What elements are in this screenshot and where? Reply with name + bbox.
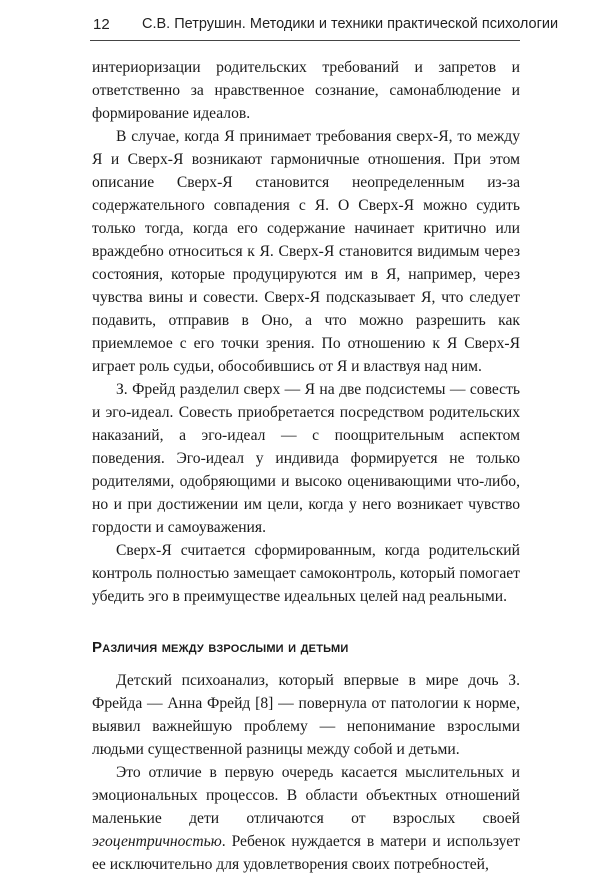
running-title: С.В. Петрушин. Методики и техники практической психологии	[142, 16, 559, 32]
header-rule	[90, 40, 520, 41]
paragraph: В случае, когда Я принимает требования сверх-Я, то между Я и Сверх-Я возникают гармоничные отношения. При этом описание Сверх-Я становится неопределенным из-за содержательного совпадения с Я. О Сверх-Я можно судить только тогда, когда его содержание начинает критично или враждебно относиться к Я. Сверх-Я становится видимым через состояния, которые продуцируются им в Я, например, через чувства вины и совести. Сверх-Я подсказывает Я, что следует подавить, отправив в Оно, а что можно разрешить как приемлемое с его точки зрения. По отношению к Я Сверх-Я играет роль судьи, обособившись от Я и властвуя над ним.	[92, 128, 520, 375]
section-heading: Различия между взрослыми и детьми	[92, 639, 349, 656]
paragraph: Детский психоанализ, который впервые в мире дочь З. Фрейда — Анна Фрейд [8] — повернула от патологии к норме, выявил важнейшую проблему — непонимание взрослыми людьми существенной разницы между собой и детьми.	[92, 672, 520, 758]
page-header	[0, 0, 600, 56]
paragraph: интериоризации родительских требований и запретов и ответственно за нравственное сознание, самонаблюдение и формирование идеалов.	[92, 59, 520, 122]
paragraph: З. Фрейд разделил сверх — Я на две подсистемы — совесть и эго-идеал. Совесть приобретается посредством родительских наказаний, а эго-идеал — с поощрительным аспектом поведения. Эго-идеал у индивида формируется не только родителями, одобряющими и высоко оценивающими что-либо, но и при достижении им цели, когда у него возникает чувство гордости и самоуважения.	[92, 381, 520, 536]
page-number: 12	[93, 16, 110, 33]
paragraph: Сверх-Я считается сформированным, когда родительский контроль полностью замещает самоконтроль, который помогает убедить эго в преимуществе идеальных целей над реальными.	[92, 542, 520, 605]
paragraph-text: . Ребенок нуждается в матери и использует ее исключительно для удовлетворения своих потребностей,	[92, 833, 520, 873]
paragraph-text: Это отличие в первую очередь касается мыслительных и эмоциональных процессов. В области объектных отношений маленькие дети отличаются от взрослых своей	[92, 764, 520, 827]
page-body	[92, 56, 520, 876]
emphasis-term: эгоцентричностью	[92, 833, 222, 850]
paragraph-last	[92, 761, 520, 876]
